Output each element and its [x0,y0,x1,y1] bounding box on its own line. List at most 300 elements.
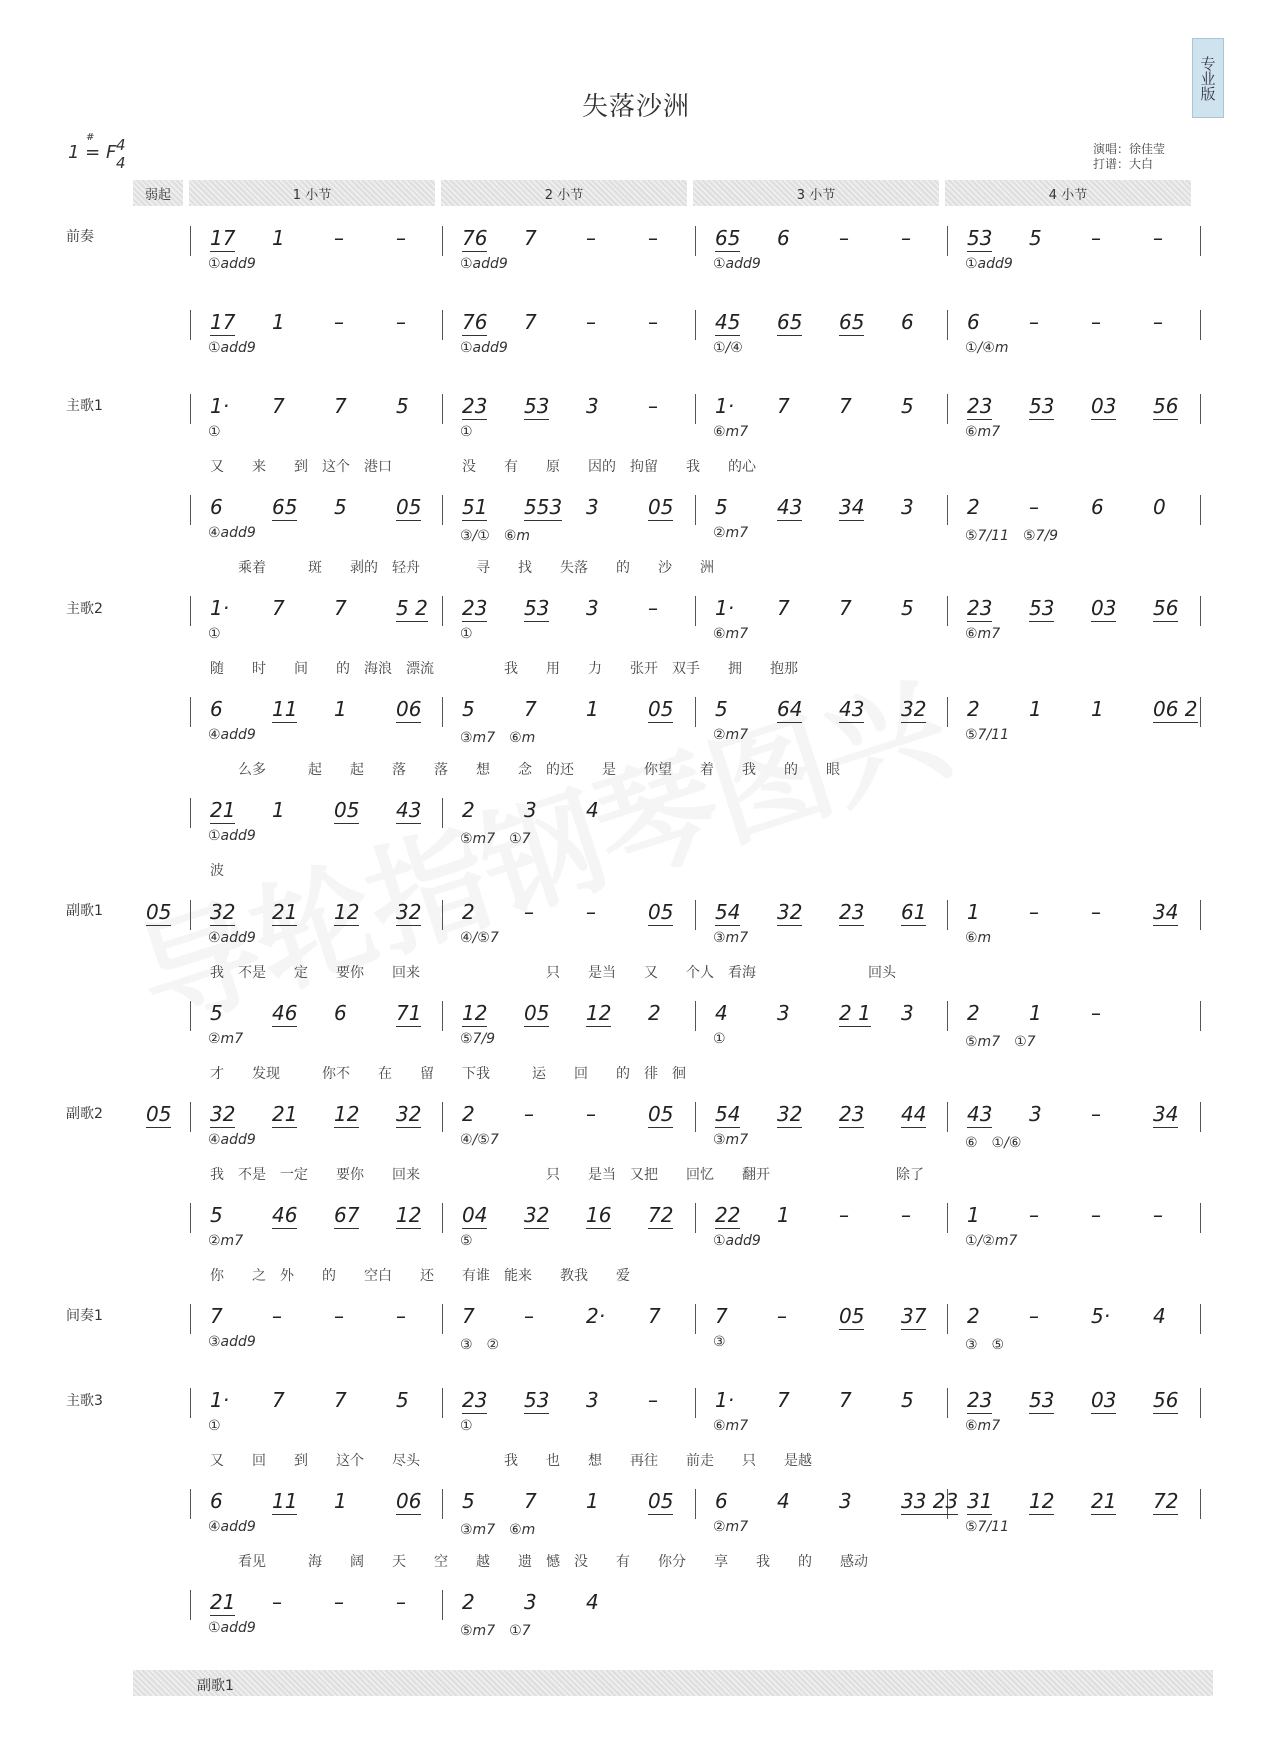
note: 05 [334,798,360,822]
note: 64 [777,697,803,721]
chord-symbol: ①add9 [460,340,508,356]
note: 03 [1091,394,1117,418]
arranger-credit: 打谱：大白 [1093,157,1154,171]
time-bottom: 4 [116,154,126,172]
chord-symbol: ④add9 [208,1132,256,1148]
note: – [1029,1203,1039,1227]
lyric-line: 又 回 到 这个 尽头 我 也 想 再往 前走 只 是越 [210,1453,812,1469]
chord-symbol: ① [208,424,221,440]
note: – [396,1304,406,1328]
barline [442,1001,443,1031]
note: 12 [396,1203,422,1227]
chord-symbol: ⑥m [965,930,992,946]
barline [190,1102,191,1132]
barline [947,596,948,626]
note: 6 [715,1489,728,1513]
lyric-line: 我 不是 定 要你 回来 只 是当 又 个人 看海 回头 [210,965,896,981]
lyric-line: 看见 海 阔 天 空 越 遗 憾 没 有 你分 享 我 的 感动 [210,1554,868,1570]
barline [190,1590,191,1620]
chord-symbol: ④add9 [208,930,256,946]
chord-symbol: ④add9 [208,525,256,541]
barline [947,226,948,256]
chord-symbol: ① [460,626,473,642]
barline [1200,1203,1201,1233]
note: 5 [462,697,475,721]
note: 31 [967,1489,993,1513]
note: 37 [901,1304,927,1328]
note: 5 [334,495,347,519]
note: 17 [210,226,236,250]
key-signature [68,132,126,172]
note: – [1153,226,1163,250]
note: 3 [586,596,599,620]
note: 3 [586,394,599,418]
note: 7 [839,1388,852,1412]
barline [947,697,948,727]
chord-symbol: ④add9 [208,727,256,743]
note: 23 [462,1388,488,1412]
note: – [1029,310,1039,334]
note: – [839,1203,849,1227]
note: 1 [272,226,285,250]
note: 5 [396,394,409,418]
note: 7 [648,1304,661,1328]
section-intro: 前奏 [66,229,94,245]
note: 05 [648,900,674,924]
barline [442,1102,443,1132]
chord-symbol: ③m7 [713,1132,749,1148]
note: 43 [967,1102,993,1126]
note: 7 [839,394,852,418]
note: 1 [272,310,285,334]
chord-symbol: ⑤7/9 [460,1031,496,1047]
footer-bar [133,1670,1213,1696]
chord-symbol: ③ ② [460,1337,500,1353]
note: 5 [210,1203,223,1227]
barline [695,310,696,340]
note: 5 [901,394,914,418]
barline [1200,394,1201,424]
note: 6 [210,495,223,519]
note: 4 [715,1001,728,1025]
note: 3 [586,495,599,519]
note: 53 [1029,1388,1055,1412]
barline [190,596,191,626]
note: 34 [1153,1102,1179,1126]
barline [190,226,191,256]
note: – [648,310,658,334]
barline [190,697,191,727]
note: 05 [524,1001,550,1025]
note: 3 [524,1590,537,1614]
footer-label: 副歌1 [197,1678,234,1694]
barline [695,1388,696,1418]
note: – [334,226,344,250]
note: 6 [901,310,914,334]
barline [947,1001,948,1031]
barline [695,697,696,727]
note: – [334,1304,344,1328]
note: 23 [462,394,488,418]
note: 2 [967,1001,980,1025]
note: 7 [272,394,285,418]
chord-symbol: ① [208,626,221,642]
note: 3 [777,1001,790,1025]
note: – [1153,1203,1163,1227]
note: 2 1 [839,1001,871,1025]
chord-symbol: ①add9 [713,256,761,272]
header-pickup: 弱起 [133,180,183,206]
chord-symbol: ⑤ [460,1233,473,1249]
key-sharp: # [86,132,95,143]
note: 7 [777,1388,790,1412]
chord-symbol: ①add9 [208,340,256,356]
chord-symbol: ②m7 [713,727,749,743]
note: 21 [272,1102,298,1126]
note: 53 [1029,394,1055,418]
note: 2 [967,495,980,519]
lyric-line: 才 发现 你不 在 留 下我 运 回 的 徘 徊 [210,1066,686,1082]
barline [190,1001,191,1031]
barline [947,1102,948,1132]
note: 21 [1091,1489,1117,1513]
note: 1· [715,1388,735,1412]
note: 2 [967,697,980,721]
chord-symbol: ①/②m7 [965,1233,1018,1249]
note: 21 [272,900,298,924]
edition-tag: 专业版 [1192,38,1224,118]
note: 23 [462,596,488,620]
chord-symbol: ①add9 [208,1620,256,1636]
chord-symbol: ③/① ⑥m [460,528,531,544]
chord-symbol: ⑥m7 [713,424,749,440]
note: 12 [462,1001,488,1025]
header-bar-4: 4 小节 [945,180,1191,206]
barline [442,596,443,626]
note: – [524,1304,534,1328]
note: 06 2 [1153,697,1198,721]
chord-symbol: ①/④ [713,340,743,356]
note: 1 [586,697,599,721]
note: 7 [524,697,537,721]
barline [190,1203,191,1233]
note: 17 [210,310,236,334]
note: 5 [210,1001,223,1025]
barline [695,394,696,424]
chord-symbol: ②m7 [713,1519,749,1535]
barline [190,495,191,525]
chord-symbol: ⑤7/11 ⑤7/9 [965,528,1059,544]
note: 12 [334,900,360,924]
note: 23 [839,1102,865,1126]
note: 71 [396,1001,422,1025]
note: 61 [901,900,927,924]
note: 7 [210,1304,223,1328]
note: 3 [901,1001,914,1025]
chord-symbol: ⑤7/11 [965,1519,1009,1535]
header-bar-1: 1 小节 [189,180,435,206]
barline [190,1304,191,1334]
barline [695,1489,696,1519]
barline [442,394,443,424]
note: 76 [462,310,488,334]
barline [947,394,948,424]
chord-symbol: ⑥m7 [713,626,749,642]
section-verse-3: 主歌3 [66,1393,103,1409]
note: – [586,900,596,924]
note: 5 2 [396,596,428,620]
barline [442,226,443,256]
note: 32 [210,1102,236,1126]
pickup-note: 05 [146,900,172,924]
barline [190,394,191,424]
barline [442,798,443,828]
note: – [1091,900,1101,924]
note: 1· [210,1388,230,1412]
chord-symbol: ① [713,1031,726,1047]
chord-symbol: ⑥m7 [713,1418,749,1434]
barline [947,1304,948,1334]
note: 1 [1029,697,1042,721]
note: 1 [334,1489,347,1513]
barline [442,1304,443,1334]
chord-symbol: ④/⑤7 [460,930,499,946]
note: 2 [462,1590,475,1614]
note: 5 [396,1388,409,1412]
note: 4 [777,1489,790,1513]
chord-symbol: ③ [713,1334,726,1350]
chord-symbol: ③m7 ⑥m [460,1522,536,1538]
note: 3 [901,495,914,519]
note: – [396,310,406,334]
note: 65 [715,226,741,250]
note: – [648,226,658,250]
barline [947,310,948,340]
note: 6 [210,1489,223,1513]
note: 12 [334,1102,360,1126]
note: 6 [1091,495,1104,519]
note: 23 [967,394,993,418]
chord-symbol: ① [208,1418,221,1434]
note: 32 [777,1102,803,1126]
note: 05 [396,495,422,519]
note: 5 [901,1388,914,1412]
pickup-note: 05 [146,1102,172,1126]
note: 05 [648,697,674,721]
note: 33 23 [901,1489,959,1513]
barline [442,1388,443,1418]
note: 6 [334,1001,347,1025]
page-title: 失落沙洲 [581,92,690,122]
note: 06 [396,697,422,721]
note: 56 [1153,1388,1179,1412]
lyric-line: 随 时 间 的 海浪 漂流 我 用 力 张开 双手 拥 抱那 [210,661,798,677]
note: – [586,310,596,334]
note: 21 [210,1590,236,1614]
chord-symbol: ⑥m7 [965,424,1001,440]
note: 0 [1153,495,1166,519]
chord-symbol: ①add9 [713,1233,761,1249]
chord-symbol: ③m7 ⑥m [460,730,536,746]
note: 05 [648,495,674,519]
barline [947,1203,948,1233]
note: 34 [1153,900,1179,924]
note: 32 [396,900,422,924]
note: 56 [1153,394,1179,418]
barline [442,1203,443,1233]
note: 2 [462,1102,475,1126]
barline [190,798,191,828]
note: – [334,1590,344,1614]
note: 34 [839,495,865,519]
note: 1 [1029,1001,1042,1025]
note: 23 [839,900,865,924]
barline [947,1388,948,1418]
barline [947,495,948,525]
note: 53 [967,226,993,250]
note: 04 [462,1203,488,1227]
chord-symbol: ①add9 [965,256,1013,272]
chord-symbol: ⑥m7 [965,1418,1001,1434]
chord-symbol: ① [460,1418,473,1434]
note: 03 [1091,596,1117,620]
note: 5 [1029,226,1042,250]
lyric-line: 又 来 到 这个 港口 没 有 原 因的 拘留 我 的心 [210,459,756,475]
note: – [648,1388,658,1412]
note: 56 [1153,596,1179,620]
note: 06 [396,1489,422,1513]
chord-symbol: ①add9 [208,828,256,844]
chord-symbol: ① [460,424,473,440]
note: – [524,900,534,924]
note: 3 [586,1388,599,1412]
note: 1 [334,697,347,721]
note: 5 [715,495,728,519]
barline [695,1304,696,1334]
note: 3 [839,1489,852,1513]
note: 2· [586,1304,606,1328]
barline [1200,1102,1201,1132]
note: 1· [210,596,230,620]
note: – [272,1590,282,1614]
note: – [648,596,658,620]
note: 32 [901,697,927,721]
note: 1 [777,1203,790,1227]
note: 54 [715,900,741,924]
note: 43 [839,697,865,721]
chord-symbol: ③add9 [208,1334,256,1350]
chord-symbol: ①add9 [460,256,508,272]
note: 23 [967,1388,993,1412]
note: 43 [777,495,803,519]
note: – [1029,900,1039,924]
note: 7 [334,394,347,418]
barline [1200,1304,1201,1334]
singer-credit: 演唱：徐佳莹 [1093,142,1166,156]
note: 1· [715,394,735,418]
note: 553 [524,495,563,519]
note: 6 [967,310,980,334]
note: 44 [901,1102,927,1126]
barline [1200,226,1201,256]
note: 22 [715,1203,741,1227]
note: – [586,226,596,250]
note: 2 [967,1304,980,1328]
note: 7 [334,1388,347,1412]
note: 4 [1153,1304,1166,1328]
note: – [1029,1304,1039,1328]
barline [695,226,696,256]
note: 6 [777,226,790,250]
note: – [901,1203,911,1227]
note: 51 [462,495,488,519]
note: 5 [462,1489,475,1513]
note: 45 [715,310,741,334]
note: 6 [210,697,223,721]
barline [442,495,443,525]
note: 32 [777,900,803,924]
lyric-line: 乘着 斑 剥的 轻舟 寻 找 失落 的 沙 洲 [210,560,714,576]
note: 5 [715,697,728,721]
note: 7 [524,310,537,334]
note: – [524,1102,534,1126]
note: – [1029,495,1039,519]
note: – [1091,1203,1101,1227]
barline [695,596,696,626]
chord-symbol: ⑤7/11 [965,727,1009,743]
note: 32 [524,1203,550,1227]
note: 05 [648,1489,674,1513]
barline [695,495,696,525]
note: – [272,1304,282,1328]
lyric-line: 么多 起 起 落 落 想 念 的还 是 你望 着 我 的 眼 [210,762,840,778]
chord-symbol: ②m7 [208,1233,244,1249]
barline [1200,1489,1201,1519]
note: – [1091,1001,1101,1025]
section-verse-2: 主歌2 [66,601,103,617]
measure-header [133,180,1213,206]
note: 1 [272,798,285,822]
barline [190,1388,191,1418]
barline [695,900,696,930]
note: 1· [210,394,230,418]
section-verse-1: 主歌1 [66,398,103,414]
note: – [396,1590,406,1614]
chord-symbol: ⑤m7 ①7 [965,1034,1036,1050]
lyric-line: 你 之 外 的 空白 还 有谁 能来 教我 爱 [210,1268,630,1284]
note: 67 [334,1203,360,1227]
barline [695,1001,696,1031]
note: – [1091,226,1101,250]
chord-symbol: ③m7 [713,930,749,946]
note: 3 [524,798,537,822]
note: 1 [586,1489,599,1513]
barline [1200,495,1201,525]
note: 12 [1029,1489,1055,1513]
barline [190,310,191,340]
chord-symbol: ①/④m [965,340,1009,356]
note: 11 [272,697,298,721]
note: 32 [396,1102,422,1126]
note: – [334,310,344,334]
note: – [1091,310,1101,334]
note: 7 [777,394,790,418]
note: 3 [1029,1102,1042,1126]
barline [190,1489,191,1519]
chord-symbol: ⑤m7 ①7 [460,831,531,847]
chord-symbol: ⑥m7 [965,626,1001,642]
note: 2 [648,1001,661,1025]
